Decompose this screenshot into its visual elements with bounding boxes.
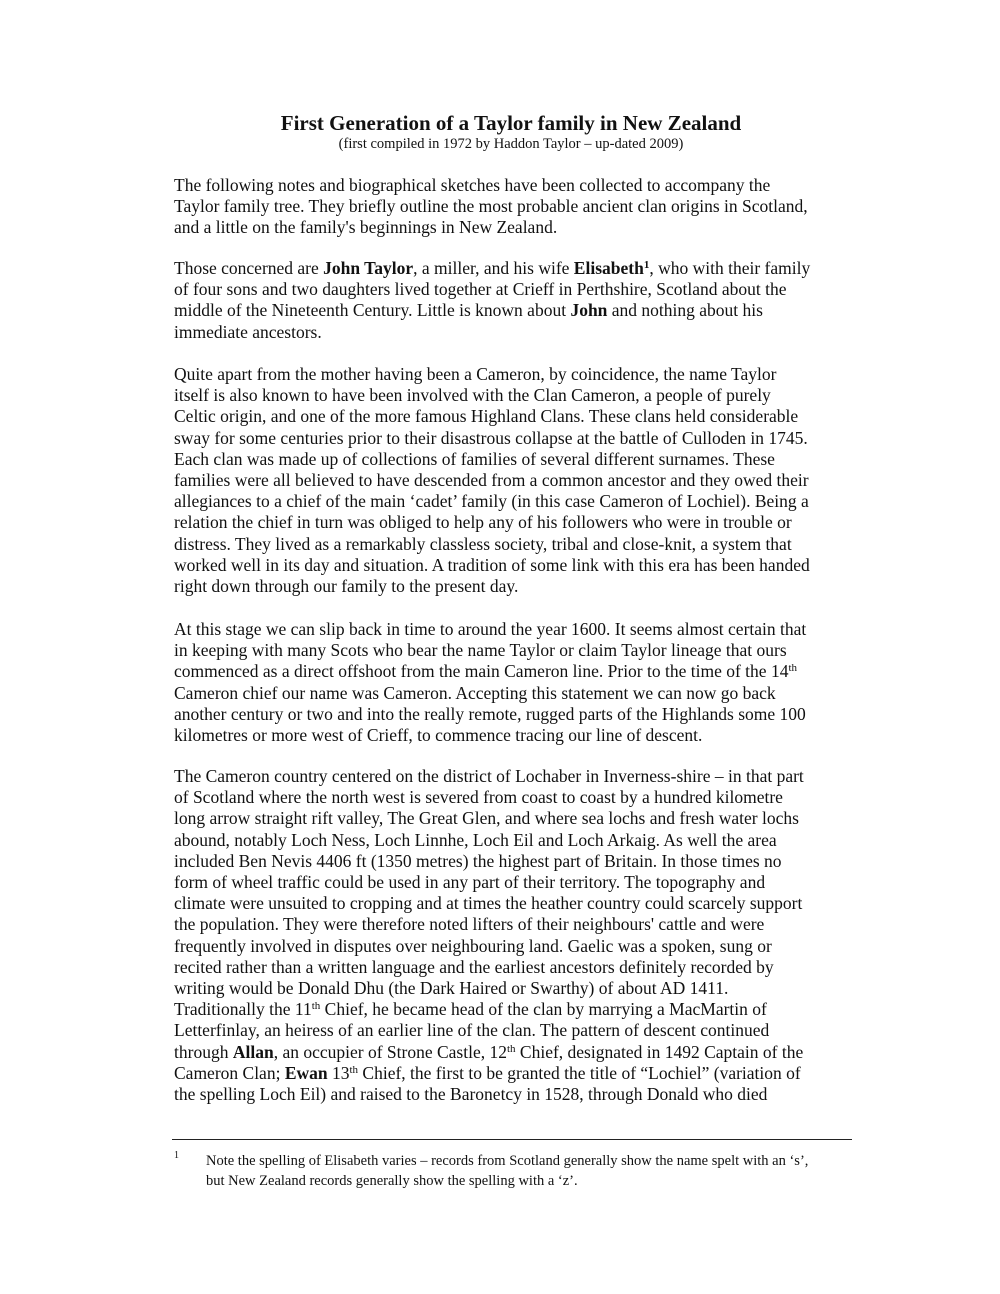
text-line: form of wheel traffic could be used in any part of their territory. The topography and <box>174 872 766 893</box>
ordinal-suffix: th <box>349 1063 359 1076</box>
text-line: recited rather than a written language and the earliest ancestors definitely recorded by <box>174 956 774 977</box>
text-line: another century or two and into the really remote, rugged parts of the Highlands some 100 <box>174 703 806 724</box>
text-run: Those concerned are <box>174 258 324 278</box>
text-line: Celtic origin, and one of the more famous Highland Clans. These clans held considerable <box>174 406 799 427</box>
text-line: frequently involved in disputes over neighbouring land. Gaelic was a spoken, sung or <box>174 935 772 956</box>
text-run: Cameron Clan; <box>174 1062 285 1083</box>
paragraph-cameron-country <box>174 766 874 1105</box>
text-line: At this stage we can slip back in time to around the year 1600. It seems almost certain that <box>174 619 807 639</box>
text-line: Taylor family tree. They briefly outline the most probable ancient clan origins in Scotland, <box>174 196 808 217</box>
paragraph-origins <box>174 619 874 746</box>
text-line: writing would be Donald Dhu (the Dark Haired or Swarthy) of about AD 1411. <box>174 978 729 999</box>
ordinal-suffix: th <box>506 1042 516 1055</box>
paragraph-intro <box>174 175 874 239</box>
ordinal-suffix: th <box>311 1000 321 1013</box>
name-ewan: Ewan <box>284 1062 328 1083</box>
ordinal-suffix: th <box>788 662 798 675</box>
text-line: Cameron chief our name was Cameron. Accepting this statement we can now go back <box>174 682 776 703</box>
text-line: immediate ancestors. <box>174 321 322 342</box>
text-line: relation the chief in turn was obliged to help any of his followers who were in trouble or <box>174 512 792 533</box>
page-title: First Generation of a Taylor family in New Zealand <box>280 111 742 135</box>
text-line <box>174 999 874 1020</box>
text-line: families were all believed to have descended from a common ancestor and they owed their <box>174 470 809 491</box>
text-line <box>174 1042 874 1063</box>
text-line: allegiances to a chief of the main ‘cadet’ family (in this case Cameron of Lochiel). Being a <box>174 491 809 512</box>
text-run: middle of the Nineteenth Century. Little is known about <box>174 300 571 321</box>
text-line: Each clan was made up of collections of families of several different surnames. These <box>174 448 775 469</box>
text-run: Chief, designated in 1492 Captain of the <box>515 1041 804 1062</box>
name-allan: Allan <box>232 1041 274 1062</box>
footnote-divider <box>172 1139 852 1140</box>
text-line: sway for some centuries prior to their disastrous collapse at the battle of Culloden in 1745. <box>174 427 808 448</box>
text-run: Traditionally the 11 <box>174 999 312 1020</box>
text-line: included Ben Nevis 4406 ft (1350 metres) the highest part of Britain. In those times no <box>174 850 782 871</box>
text-line: Quite apart from the mother having been a Cameron, by coincidence, the name Taylor <box>174 364 777 384</box>
footnote-line: but New Zealand records generally show the spelling with a ‘z’. <box>206 1173 578 1189</box>
text-line: long arrow straight rift valley, The Great Glen, and where sea lochs and fresh water lochs <box>174 808 799 829</box>
text-line: The Cameron country centered on the district of Lochaber in Inverness-shire – in that part <box>174 766 804 786</box>
text-line: right down through our family to the present day. <box>174 576 519 597</box>
text-line: distress. They lived as a remarkably classless society, tribal and close-knit, a system that <box>174 533 792 554</box>
text-run: 13 <box>327 1062 350 1083</box>
footnote-reference: 1 <box>643 259 650 271</box>
text-run: , who with their family <box>649 258 811 278</box>
page-subtitle: (first compiled in 1972 by Haddon Taylor – up-dated 2009) <box>338 136 684 152</box>
text-line <box>174 300 874 321</box>
text-run: Chief, he became head of the clan by marrying a MacMartin of <box>320 999 767 1020</box>
paragraph-clan-cameron <box>174 364 874 597</box>
text-line: Letterfinlay, an heiress of an earlier line of the clan. The pattern of descent continued <box>174 1020 770 1041</box>
footnote-line: Note the spelling of Elisabeth varies – records from Scotland generally show the name spelt with an ‘s’, <box>206 1153 809 1169</box>
text-run: , a miller, and his wife <box>413 258 574 278</box>
text-line: in keeping with many Scots who bear the name Taylor or claim Taylor lineage that ours <box>174 640 787 661</box>
text-line <box>174 1063 874 1084</box>
text-line: abound, notably Loch Ness, Loch Linnhe, Loch Eil and Loch Arkaig. As well the area <box>174 829 777 850</box>
text-line <box>174 258 874 279</box>
text-line: worked well in its day and situation. A tradition of some link with this era has been handed <box>174 554 810 575</box>
text-run: through <box>174 1041 233 1062</box>
text-line: The following notes and biographical sketches have been collected to accompany the <box>174 175 771 195</box>
text-line: the spelling Loch Eil) and raised to the Baronetcy in 1528, through Donald who died <box>174 1084 768 1105</box>
text-line: itself is also known to have been involved with the Clan Cameron, a people of purely <box>174 385 771 406</box>
footnote <box>206 1151 866 1191</box>
text-line: the population. They were therefore noted lifters of their neighbours' cattle and were <box>174 914 765 935</box>
text-run: Elisabeth <box>573 258 644 278</box>
text-run: commenced as a direct offshoot from the main Cameron line. Prior to the time of the 14 <box>174 661 789 682</box>
text-run: and nothing about his <box>607 300 763 321</box>
text-line: kilometres or more west of Crieff, to commence tracing our line of descent. <box>174 725 703 746</box>
footnote-number: 1 <box>174 1150 179 1161</box>
name-elisabeth <box>574 258 650 278</box>
text-line: of four sons and two daughters lived together at Crieff in Perthshire, Scotland about the <box>174 279 787 300</box>
text-line: climate were unsuited to cropping and at times the heather country could scarcely support <box>174 893 803 914</box>
name-john: John <box>570 300 608 321</box>
text-line: of Scotland where the north west is severed from coast to coast by a hundred kilometre <box>174 787 783 808</box>
text-line: and a little on the family's beginnings in New Zealand. <box>174 217 558 238</box>
paragraph-family <box>174 258 874 343</box>
text-run: Chief, the first to be granted the title of “Lochiel” (variation of <box>358 1062 801 1083</box>
text-run: , an occupier of Strone Castle, 12 <box>273 1041 507 1062</box>
text-line <box>174 661 874 682</box>
name-john-taylor: John Taylor <box>323 258 414 278</box>
